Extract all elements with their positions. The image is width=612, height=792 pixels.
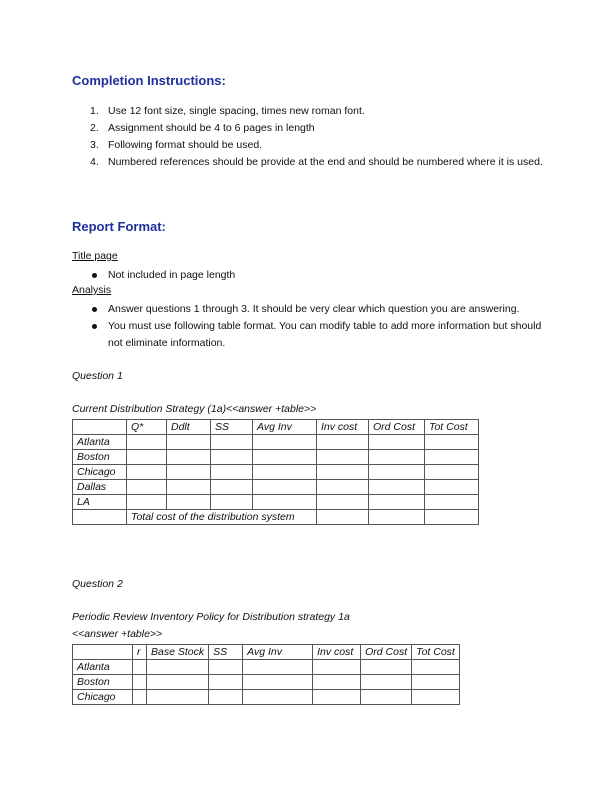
- list-text: Use 12 font size, single spacing, times new roman font.: [108, 105, 365, 117]
- table-cell[interactable]: [317, 450, 369, 465]
- question1-caption: Current Distribution Strategy (1a)<<answer +table>>: [72, 403, 317, 415]
- header-cell: Base Stock: [147, 645, 209, 660]
- table-cell[interactable]: [369, 495, 425, 510]
- table-cell[interactable]: [167, 465, 211, 480]
- header-cell: SS: [211, 420, 253, 435]
- table-cell[interactable]: [209, 660, 243, 675]
- header-cell: Tot Cost: [425, 420, 479, 435]
- table-header-row: [73, 420, 479, 435]
- table-row: [73, 690, 460, 705]
- title-page-bullets: [72, 267, 552, 284]
- table-cell[interactable]: [425, 435, 479, 450]
- table-cell[interactable]: [253, 450, 317, 465]
- table-header-row: [73, 645, 460, 660]
- question2-caption: Periodic Review Inventory Policy for Distribution strategy 1a: [72, 611, 350, 623]
- bullet-icon: [92, 324, 97, 329]
- table-cell[interactable]: [317, 510, 369, 525]
- table-cell[interactable]: [425, 510, 479, 525]
- table-cell[interactable]: [211, 465, 253, 480]
- list-text: Not included in page length: [108, 269, 236, 281]
- table-cell[interactable]: [317, 480, 369, 495]
- table-cell[interactable]: [167, 450, 211, 465]
- row-label: Chicago: [73, 465, 127, 480]
- table-cell[interactable]: [313, 690, 361, 705]
- table-cell[interactable]: [412, 690, 460, 705]
- table-cell[interactable]: [127, 435, 167, 450]
- header-cell: Ord Cost: [369, 420, 425, 435]
- list-text: Answer questions 1 through 3. It should be very clear which question you are answering.: [108, 303, 520, 315]
- header-cell: Ord Cost: [361, 645, 412, 660]
- table-cell[interactable]: [167, 495, 211, 510]
- table-cell[interactable]: [369, 450, 425, 465]
- list-number: 3.: [90, 139, 99, 151]
- list-number: 4.: [90, 156, 99, 168]
- table-cell[interactable]: [361, 675, 412, 690]
- question1-label: Question 1: [72, 370, 123, 382]
- completion-list: [72, 103, 552, 171]
- table-cell[interactable]: [243, 660, 313, 675]
- table-cell[interactable]: [317, 465, 369, 480]
- table-cell[interactable]: [425, 480, 479, 495]
- header-cell: Avg Inv: [253, 420, 317, 435]
- table-row: [73, 495, 479, 510]
- table-cell[interactable]: [127, 480, 167, 495]
- table-cell[interactable]: [243, 675, 313, 690]
- row-label: Boston: [73, 675, 133, 690]
- table-row: [73, 435, 479, 450]
- question2-label: Question 2: [72, 578, 123, 590]
- table-total-row: [73, 510, 479, 525]
- table-row: [73, 480, 479, 495]
- header-cell: Tot Cost: [412, 645, 460, 660]
- header-cell: Inv cost: [313, 645, 361, 660]
- table-cell[interactable]: [369, 465, 425, 480]
- question2-table: [72, 644, 460, 705]
- table-cell[interactable]: [369, 480, 425, 495]
- table-cell[interactable]: [317, 435, 369, 450]
- table-cell[interactable]: [253, 435, 317, 450]
- list-item: [72, 137, 552, 154]
- completion-heading: Completion Instructions:: [72, 73, 226, 88]
- list-item: [72, 103, 552, 120]
- table-cell[interactable]: [133, 675, 147, 690]
- table-row: [73, 675, 460, 690]
- list-item: [72, 318, 552, 352]
- header-cell: Avg Inv: [243, 645, 313, 660]
- table-cell[interactable]: [243, 690, 313, 705]
- list-item: [72, 120, 552, 137]
- table-cell[interactable]: [209, 690, 243, 705]
- table-cell[interactable]: [412, 675, 460, 690]
- list-text: Numbered references should be provide at the end and should be numbered where it is used.: [108, 156, 543, 168]
- table-cell[interactable]: [167, 435, 211, 450]
- table-cell[interactable]: [253, 480, 317, 495]
- table-cell[interactable]: [73, 510, 127, 525]
- table-cell[interactable]: [211, 495, 253, 510]
- table-cell[interactable]: [425, 465, 479, 480]
- table-cell[interactable]: [412, 660, 460, 675]
- row-label: Atlanta: [73, 660, 133, 675]
- table-cell[interactable]: [127, 465, 167, 480]
- table-cell[interactable]: [369, 510, 425, 525]
- row-label: Atlanta: [73, 435, 127, 450]
- header-cell: Inv cost: [317, 420, 369, 435]
- list-text: Following format should be used.: [108, 139, 263, 151]
- table-cell[interactable]: [361, 690, 412, 705]
- header-cell: [73, 420, 127, 435]
- question2-caption-note: <<answer +table>>: [72, 628, 163, 640]
- table-cell[interactable]: [211, 480, 253, 495]
- list-text: You must use following table format. You can modify table to add more information but should not eliminate information.: [108, 320, 542, 349]
- table-cell[interactable]: [133, 690, 147, 705]
- row-label: Boston: [73, 450, 127, 465]
- header-cell: SS: [209, 645, 243, 660]
- table-cell[interactable]: [253, 495, 317, 510]
- analysis-bullets: [72, 301, 552, 352]
- title-page-label: Title page: [72, 250, 118, 262]
- table-row: [73, 465, 479, 480]
- analysis-label: Analysis: [72, 284, 112, 296]
- table-cell[interactable]: [369, 435, 425, 450]
- header-cell: Q*: [127, 420, 167, 435]
- table-cell[interactable]: [425, 495, 479, 510]
- table-row: [73, 660, 460, 675]
- table-cell[interactable]: [313, 660, 361, 675]
- bullet-icon: [92, 307, 97, 312]
- table-cell[interactable]: [211, 450, 253, 465]
- header-cell: r: [133, 645, 147, 660]
- table-cell[interactable]: [127, 495, 167, 510]
- table-cell[interactable]: [127, 450, 167, 465]
- report-heading: Report Format:: [72, 219, 166, 234]
- table-cell[interactable]: [147, 660, 209, 675]
- table-cell[interactable]: [167, 480, 211, 495]
- list-number: 1.: [90, 105, 99, 117]
- list-item: [72, 154, 552, 171]
- header-cell: [73, 645, 133, 660]
- bullet-icon: [92, 273, 97, 278]
- total-label: Total cost of the distribution system: [127, 510, 317, 525]
- question1-table: [72, 419, 479, 525]
- table-cell[interactable]: [317, 495, 369, 510]
- table-cell[interactable]: [211, 435, 253, 450]
- table-cell[interactable]: [209, 675, 243, 690]
- table-row: [73, 450, 479, 465]
- list-item: [72, 267, 552, 284]
- table-cell[interactable]: [253, 465, 317, 480]
- row-label: Dallas: [73, 480, 127, 495]
- table-cell[interactable]: [361, 660, 412, 675]
- table-cell[interactable]: [425, 450, 479, 465]
- list-text: Assignment should be 4 to 6 pages in length: [108, 122, 315, 134]
- row-label: LA: [73, 495, 127, 510]
- list-item: [72, 301, 552, 318]
- table-cell[interactable]: [313, 675, 361, 690]
- list-number: 2.: [90, 122, 99, 134]
- table-cell[interactable]: [147, 675, 209, 690]
- row-label: Chicago: [73, 690, 133, 705]
- table-cell[interactable]: [147, 690, 209, 705]
- header-cell: Ddlt: [167, 420, 211, 435]
- table-cell[interactable]: [133, 660, 147, 675]
